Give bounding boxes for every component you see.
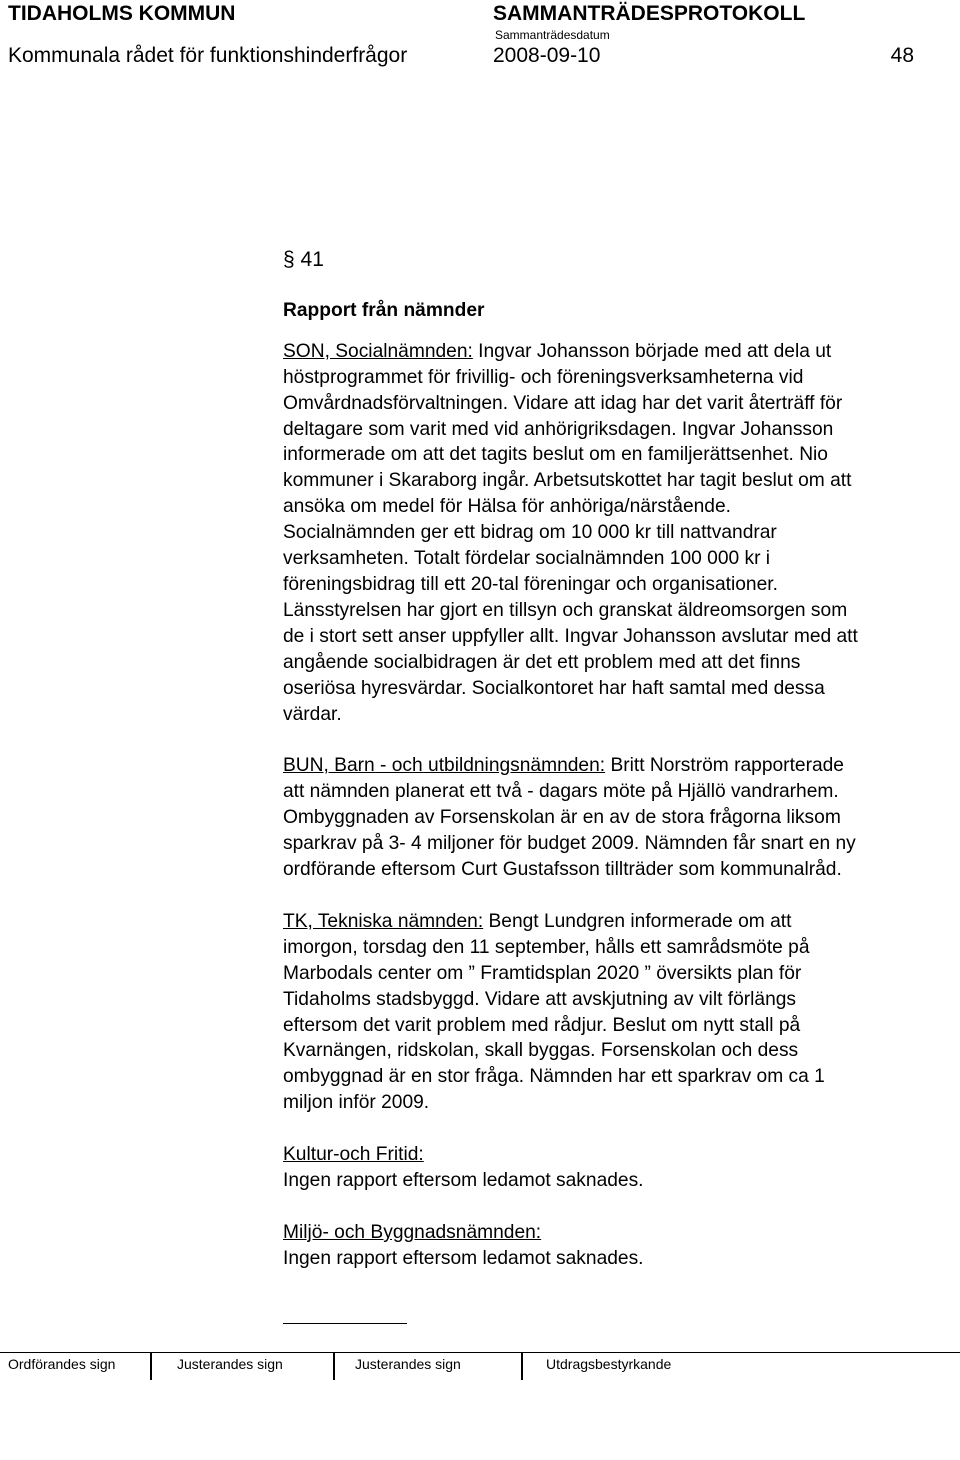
paragraph-line: Ingen rapport eftersom ledamot saknades. xyxy=(283,1170,644,1192)
paragraph-line: att nämnden planerat ett två - dagars möte på Hjällö vandrarhem. xyxy=(283,781,839,803)
section-number: § 41 xyxy=(283,248,324,271)
committee-label: Miljö- och Byggnadsnämnden: xyxy=(283,1222,542,1243)
paragraph-line: Ombyggnaden av Forsenskolan är en av de stora frågorna liksom xyxy=(283,807,841,829)
signature-footer xyxy=(0,1352,960,1380)
extract-verification-label: Utdragsbestyrkande xyxy=(546,1356,672,1372)
committee-label: SON, Socialnämnden: xyxy=(283,340,473,362)
report-miljo-bygg xyxy=(283,1220,958,1272)
paragraph-line: värdar. xyxy=(283,703,342,725)
adjuster-signature-label-1: Justerandes sign xyxy=(177,1356,283,1372)
paragraph-line: oseriösa hyresvärdar. Socialkontoret har haft samtal med dessa xyxy=(283,677,825,699)
report-kultur-fritid xyxy=(283,1142,958,1194)
paragraph-line: Kvarnängen, ridskolan, skall byggas. Forsenskolan och dess xyxy=(283,1040,799,1062)
footer-divider xyxy=(521,1352,523,1380)
paragraph-line: höstprogrammet för frivillig- och föreningsverksamheterna vid xyxy=(283,366,804,388)
chair-signature-label: Ordförandes sign xyxy=(8,1356,116,1372)
paragraph-line: kommuner i Skaraborg ingår. Arbetsutskottet har tagit beslut om att xyxy=(283,470,852,492)
footer-divider xyxy=(150,1352,152,1380)
paragraph-line: angående socialbidragen är det ett problem med att det finns xyxy=(283,651,801,673)
committee-label: TK, Tekniska nämnden: xyxy=(283,910,484,932)
section-title: Rapport från nämnder xyxy=(283,299,485,321)
paragraph-line: ordförande eftersom Curt Gustafsson tillträder som kommunalråd. xyxy=(283,859,842,881)
organization-name: TIDAHOLMS KOMMUN xyxy=(8,2,236,25)
paragraph-line: föreningsbidrag till ett 20-tal föreningar och organisationer. xyxy=(283,573,778,595)
meeting-date: 2008-09-10 xyxy=(493,44,601,67)
committee-label: BUN, Barn - och utbildningsnämnden: xyxy=(283,755,606,777)
protocol-body xyxy=(283,247,958,1298)
paragraph-line xyxy=(283,339,958,365)
committee-label: Kultur-och Fritid: xyxy=(283,1144,424,1166)
document-type: SAMMANTRÄDESPROTOKOLL xyxy=(493,2,806,25)
paragraph-line: Omvårdnadsförvaltningen. Vidare att idag har det varit återträff för xyxy=(283,392,843,414)
paragraph-line: Socialnämnden ger ett bidrag om 10 000 kr till nattvandrar xyxy=(283,522,777,544)
date-label: Sammanträdesdatum xyxy=(495,28,610,42)
paragraph-line: deltagare som varit med vid anhörigriksdagen. Ingvar Johansson xyxy=(283,418,834,440)
paragraph-line: Marbodals center om ” Framtidsplan 2020 ” översikts plan för xyxy=(283,962,802,984)
adjuster-signature-label-2: Justerandes sign xyxy=(355,1356,461,1372)
paragraph-line: Länsstyrelsen har gjort en tillsyn och granskat äldreomsorgen som xyxy=(283,599,848,621)
report-son xyxy=(283,339,958,728)
paragraph-line xyxy=(283,1142,958,1168)
paragraph-line: verksamheten. Totalt fördelar socialnämnden 100 000 kr i xyxy=(283,548,771,570)
paragraph-line: Tidaholms stadsbyggd. Vidare att avskjutning av vilt förlängs xyxy=(283,988,797,1010)
paragraph-line: informerade om att det tagits beslut om en familjerättsenhet. Nio xyxy=(283,444,828,466)
paragraph-line: ombyggnad är en stor fråga. Nämnden har ett sparkrav om ca 1 xyxy=(283,1066,825,1088)
paragraph-line: de i stort sett anser uppfyller allt. Ingvar Johansson avslutar med att xyxy=(283,625,858,647)
line-text: Britt Norström rapporterade xyxy=(605,755,844,777)
paragraph-line: imorgon, torsdag den 11 september, hålls ett samrådsmöte på xyxy=(283,936,810,958)
report-tk xyxy=(283,909,958,1116)
line-text: Bengt Lundgren informerade om att xyxy=(483,910,792,932)
paragraph-line xyxy=(283,909,958,935)
paragraph-line: miljon inför 2009. xyxy=(283,1092,430,1114)
report-bun xyxy=(283,753,958,883)
paragraph-line xyxy=(283,1220,958,1246)
paragraph-line: ansöka om medel för Hälsa för anhöriga/närstående. xyxy=(283,496,731,518)
paragraph-line: Ingen rapport eftersom ledamot saknades. xyxy=(283,1247,644,1269)
paragraph-line: eftersom det varit problem med rådjur. Beslut om nytt stall på xyxy=(283,1014,801,1036)
page-number: 48 xyxy=(890,44,914,67)
line-text: Ingvar Johansson började med att dela ut xyxy=(472,340,832,362)
end-rule xyxy=(283,1323,407,1324)
council-name: Kommunala rådet för funktionshinderfrågor xyxy=(8,44,408,67)
paragraph-line xyxy=(283,753,958,779)
paragraph-line: sparkrav på 3- 4 miljoner för budget 2009. Nämnden får snart en ny xyxy=(283,833,856,855)
footer-divider xyxy=(333,1352,335,1380)
